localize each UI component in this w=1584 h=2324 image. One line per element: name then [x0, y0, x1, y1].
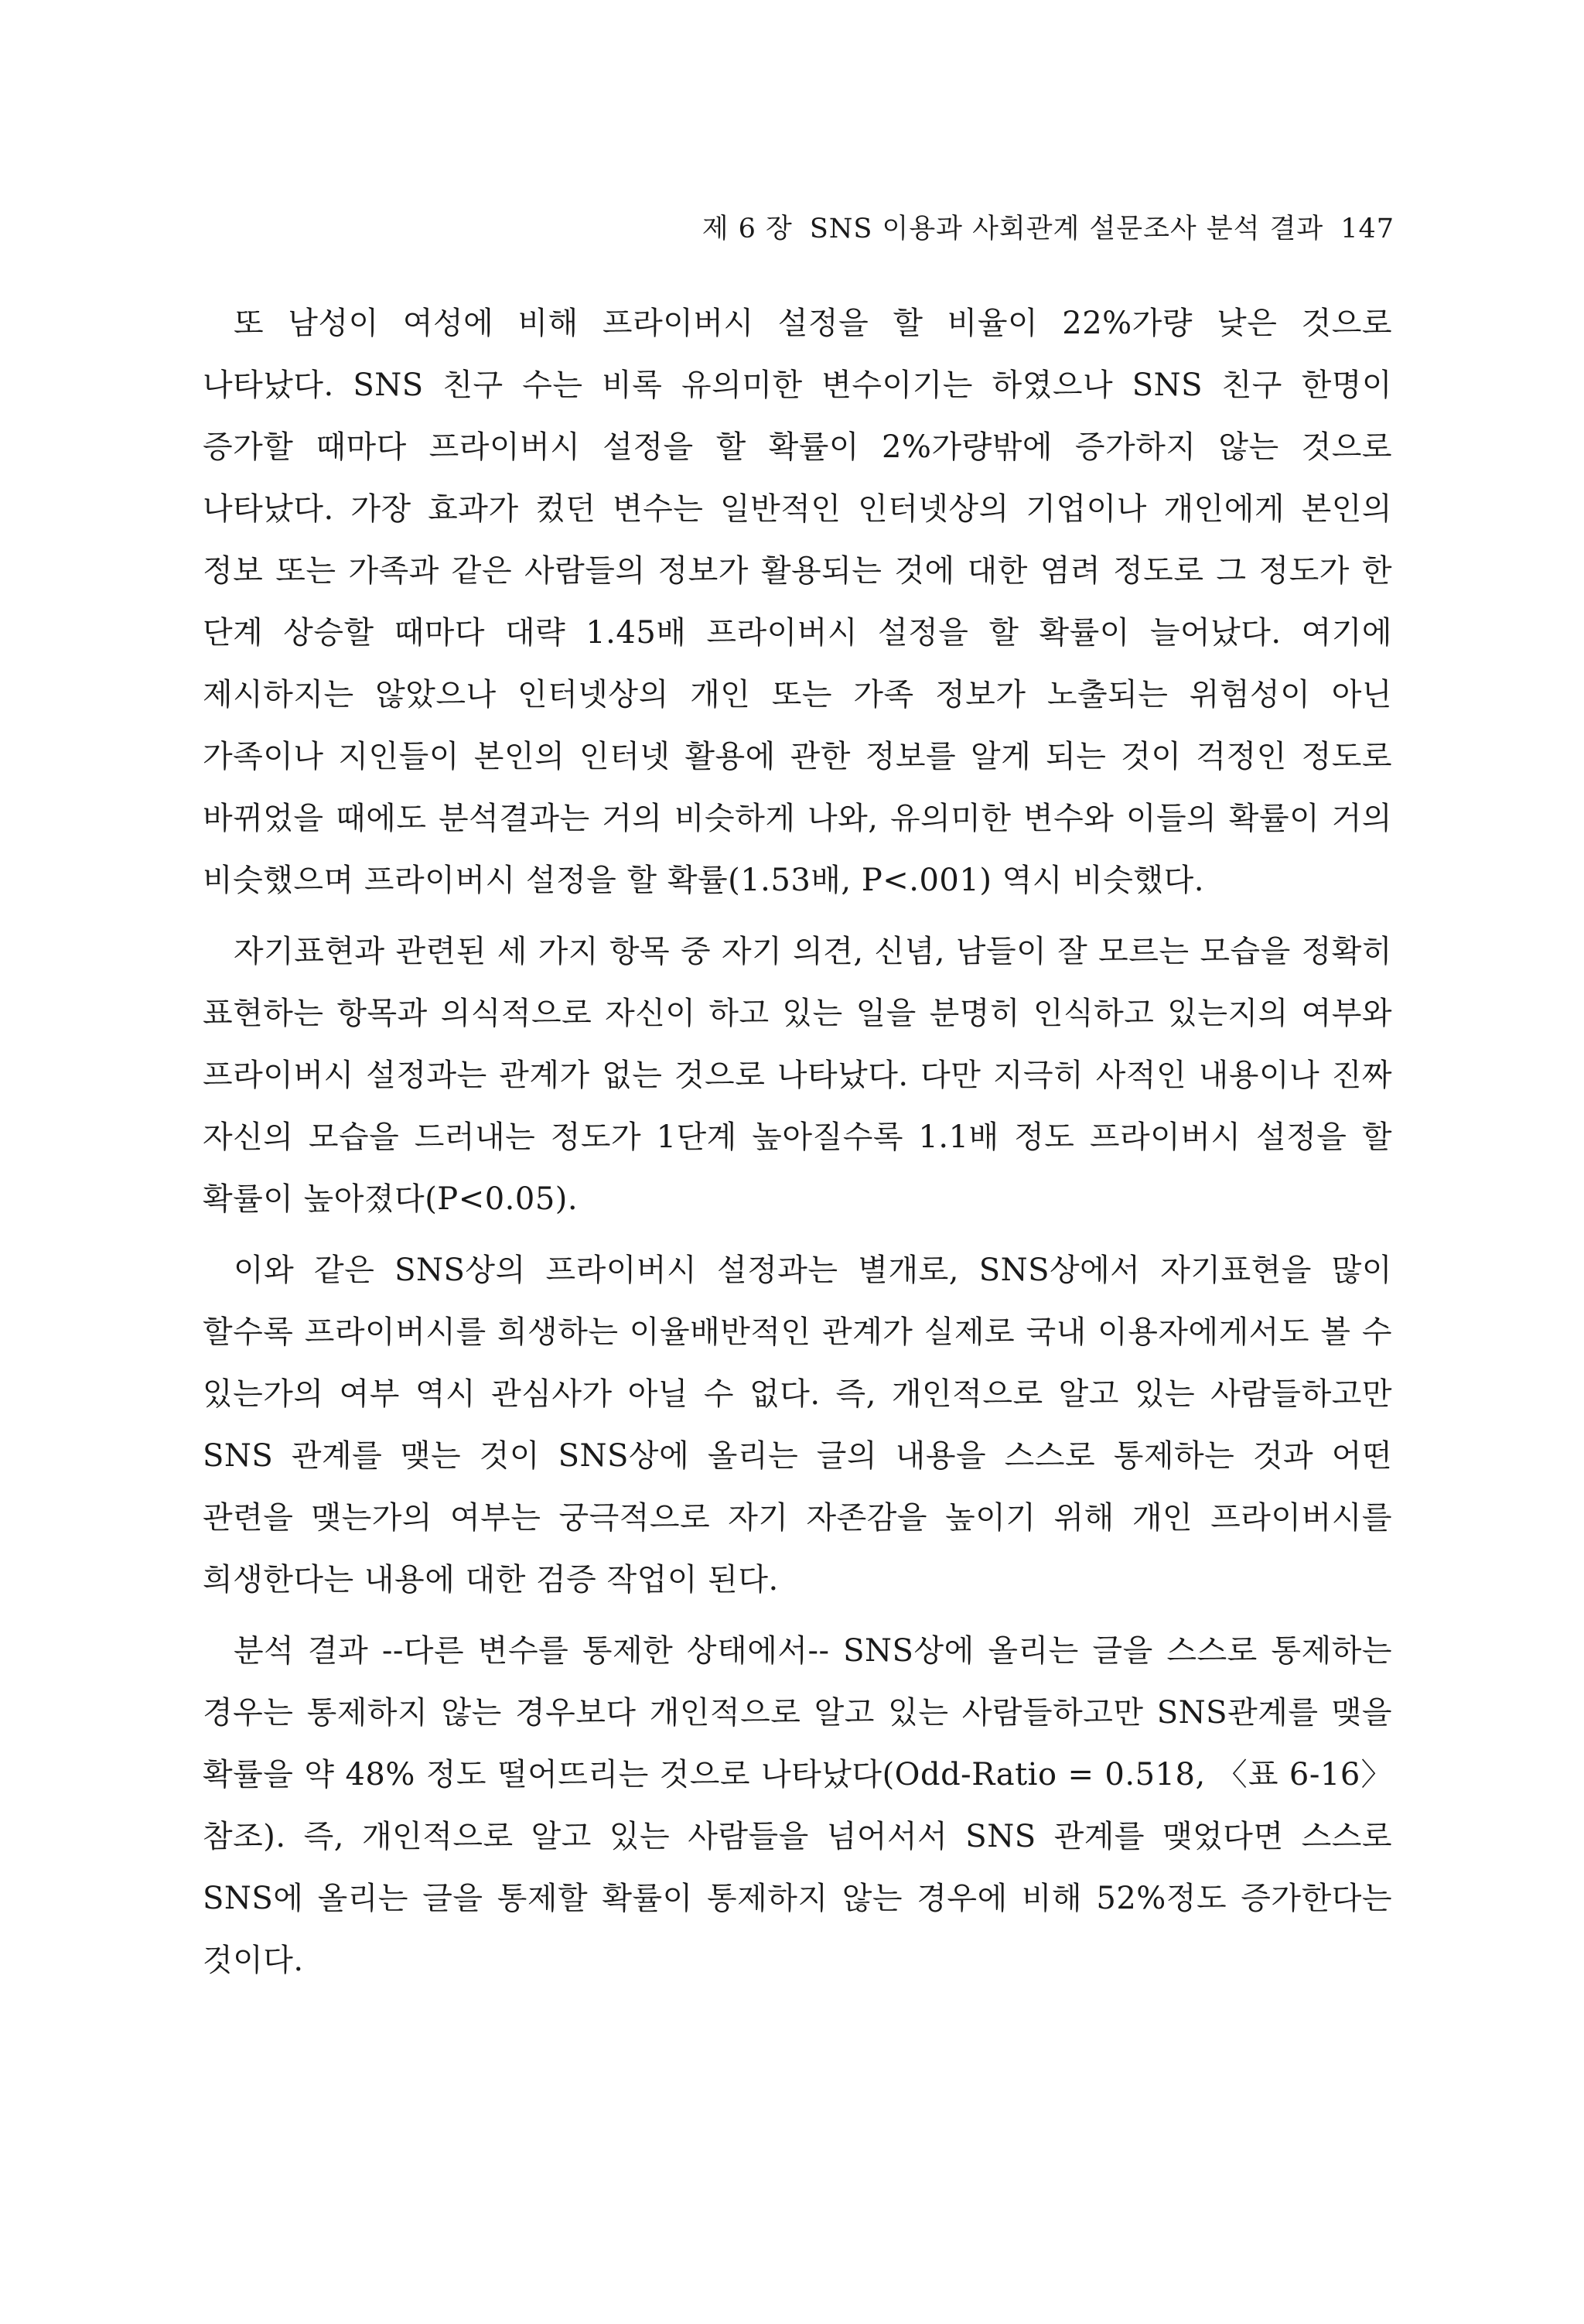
paragraph-privacy-settings: 또 남성이 여성에 비해 프라이버시 설정을 할 비율이 22%가량 낮은 것으로 나타났다. SNS 친구 수는 비록 유의미한 변수이기는 하였으나 SNS 친구 한명이 증가할 때마다 프라이버시 설정을 할 확률이 2%가량밖에 증가하지 않는 것으로 나타났다. 가장 효과가 컸던 변수는 일반적인 인터넷상의 기업이나 개인에게 본인의 정보 또는 가족과 같은 사람들의 정보가 활용되는 것에 대한 염려 정도로 그 정도가 한 단계 상승할 때마다 대략 1.45배 프라이버시 설정을 할 확률이 늘어났다. 여기에 제시하지는 않았으나 인터넷상의 개인 또는 가족 정보가 노출되는 위험성이 아닌 가족이나 지인들이 본인의 인터넷 활용에 관한 정보를 알게 되는 것이 걱정인 정도로 바뀌었을 때에도 분석결과는 거의 비슷하게 나와, 유의미한 변수와 이들의 확률이 거의 비슷했으며 프라이버시 설정을 할 확률(1.53배, P<.001) 역시 비슷했다.: [203, 306, 1392, 898]
page-number: 147: [1340, 214, 1395, 244]
paragraph-self-expression: 자기표현과 관련된 세 가지 항목 중 자기 의견, 신념, 남들이 잘 모르는 모습을 정확히 표현하는 항목과 의식적으로 자신이 하고 있는 일을 분명히 인식하고 있는지의 여부와 프라이버시 설정과는 관계가 없는 것으로 나타났다. 다만 지극히 사적인 내용이나 진짜 자신의 모습을 드러내는 정도가 1단계 높아질수록 1.1배 정도 프라이버시 설정을 할 확률이 높아졌다(P<0.05).: [203, 934, 1392, 1217]
chapter-title: SNS 이용과 사회관계 설문조사 분석 결과: [809, 214, 1324, 244]
chapter-label: 제 6 장: [702, 214, 793, 244]
paragraph-analysis-result: 분석 결과 --다른 변수를 통제한 상태에서-- SNS상에 올리는 글을 스스로 통제하는 경우는 통제하지 않는 경우보다 개인적으로 알고 있는 사람들하고만 SNS관계를 맺을 확률을 약 48% 정도 떨어뜨리는 것으로 나타났다(Odd-Ratio = 0.518, 〈표 6-16〉 참조). 즉, 개인적으로 알고 있는 사람들을 넘어서서 SNS 관계를 맺었다면 스스로 SNS에 올리는 글을 통제할 확률이 통제하지 않는 경우에 비해 52%정도 증가한다는 것이다.: [203, 1633, 1392, 1978]
paragraph-privacy-tradeoff: 이와 같은 SNS상의 프라이버시 설정과는 별개로, SNS상에서 자기표현을 많이 할수록 프라이버시를 희생하는 이율배반적인 관계가 실제로 국내 이용자에게서도 볼 수 있는가의 여부 역시 관심사가 아닐 수 없다. 즉, 개인적으로 알고 있는 사람들하고만 SNS 관계를 맺는 것이 SNS상에 올리는 글의 내용을 스스로 통제하는 것과 어떤 관련을 맺는가의 여부는 궁극적으로 자기 자존감을 높이기 위해 개인 프라이버시를 희생한다는 내용에 대한 검증 작업이 된다.: [203, 1253, 1392, 1598]
running-header: [702, 207, 1395, 246]
body-text: [203, 292, 1392, 1991]
